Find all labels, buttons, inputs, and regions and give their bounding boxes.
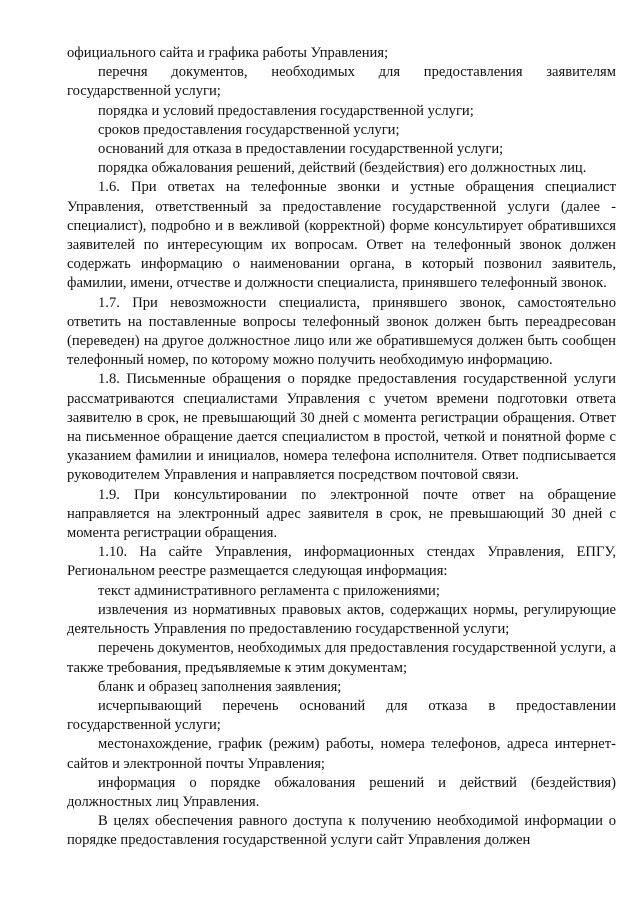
paragraph: порядка и условий предоставления государственной услуги; [98, 102, 474, 119]
paragraph: местонахождение, график (режим) работы, номера телефонов, адреса интернет-сайтов и электронной почты Управления; [67, 736, 616, 772]
paragraph: официального сайта и графика работы Управления; [67, 45, 389, 61]
paragraph: В целях обеспечения равного доступа к получению необходимой информации о порядке предоставления государственной услуги сайт Управления должен [67, 813, 616, 849]
paragraph: извлечения из нормативных правовых актов, содержащих нормы, регулирующие деятельность Управления по предоставлению государственной услуги; [67, 601, 616, 638]
paragraph: 1.6. При ответах на телефонные звонки и устные обращения специалист Управления, ответственный за предоставление государственной услуги (далее - специалист), подробно и в вежливой (корректной) форме консультирует обратившихся заявителей по интересующим их вопросам. Ответ на телефонный звонок должен содержать информацию о наименовании органа, в который позвонил заявитель, фамилии, имени, отчестве и должности специалиста, принявшего телефонный звонок. [67, 179, 616, 292]
paragraph: порядка обжалования решений, действий (бездействия) его должностных лиц. [98, 160, 587, 177]
paragraph: текст административного регламента с приложениями; [98, 582, 440, 599]
paragraph: информация о порядке обжалования решений и действий (бездействия) должностных лиц Управления. [67, 774, 616, 810]
paragraph: перечень документов, необходимых для предоставления государственной услуги, а также требования, предъявляемые к этим документам; [67, 640, 616, 676]
paragraph: перечня документов, необходимых для предоставления заявителям государственной услуги; [67, 64, 616, 100]
paragraph: оснований для отказа в предоставлении государственной услуги; [98, 141, 504, 158]
paragraph: 1.9. При консультировании по электронной почте ответ на обращение направляется на электронный адрес заявителя в срок, не превышающий 30 дней с момента регистрации обращения. [67, 486, 616, 542]
paragraph: бланк и образец заполнения заявления; [98, 678, 342, 695]
paragraph: 1.10. На сайте Управления, информационных стендах Управления, ЕПГУ, Региональном реестре размещается следующая информация: [67, 544, 616, 580]
paragraph: исчерпывающий перечень оснований для отказа в предоставлении государственной услуги; [67, 697, 616, 734]
document-body [67, 44, 616, 851]
paragraph: 1.7. При невозможности специалиста, принявшего звонок, самостоятельно ответить на поставленные вопросы телефонный звонок должен быть переадресован (переведен) на другое должностное лицо или же обратившемуся должен быть сообщен телефонный номер, по которому можно получить необходимую информацию. [67, 294, 616, 369]
paragraph: 1.8. Письменные обращения о порядке предоставления государственной услуги рассматриваются специалистами Управления с учетом времени подготовки ответа заявителю в срок, не превышающий 30 дней с момента регистрации обращения. Ответ на письменное обращение дается специалистом в простой, четкой и понятной форме с указанием фамилии и инициалов, номера телефона исполнителя. Ответ подписывается руководителем Управления и направляется посредством почтовой связи. [67, 371, 616, 484]
paragraph: сроков предоставления государственной услуги; [98, 121, 400, 138]
